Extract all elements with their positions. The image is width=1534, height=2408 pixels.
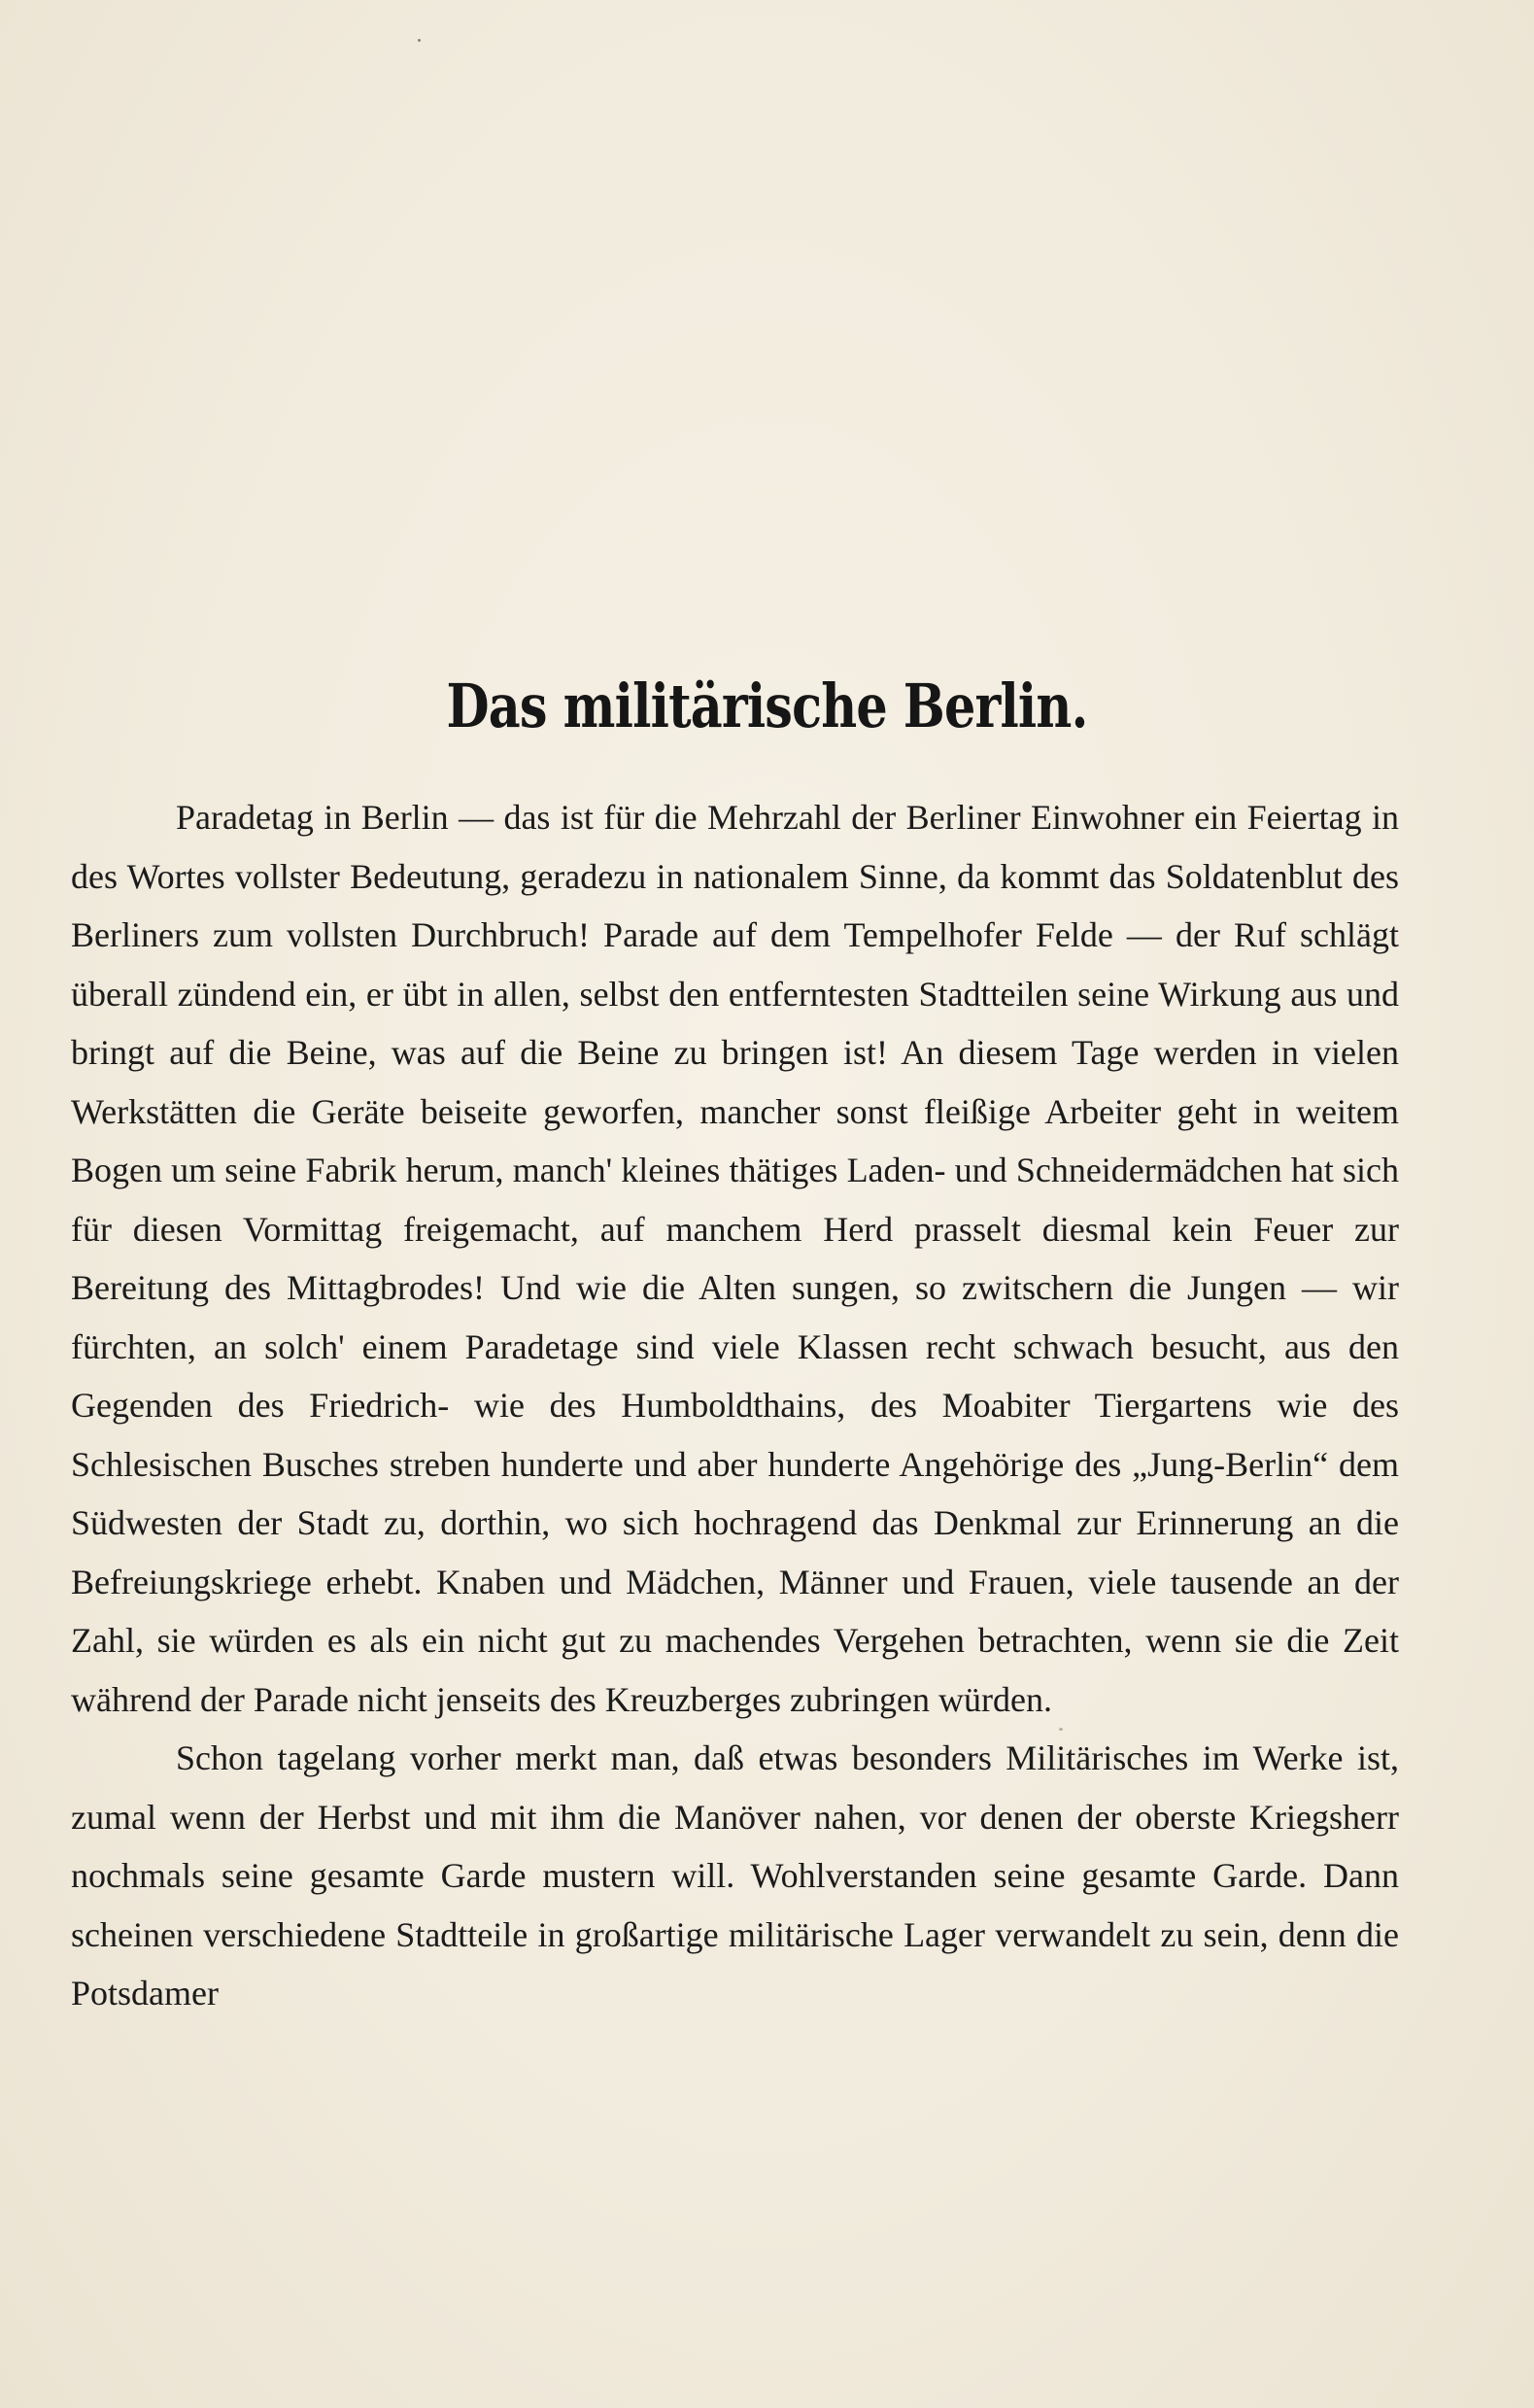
paragraph: Schon tagelang vorher merkt man, daß etwas besonders Militärisches im Werke ist, zumal wenn der Herbst und mit ihm die Manöver nahen, vor denen der oberste Kriegsherr nochmals seine gesamte Garde mustern will. Wohlverstanden seine gesamte Garde. Dann scheinen verschiedene Stadtteile in großartige militärische Lager verwandelt zu sein, denn die Potsdamer xyxy=(71,1738,1399,2012)
body-text xyxy=(71,788,1399,2023)
chapter-title: Das militärische Berlin. xyxy=(446,671,1088,741)
paragraph: Paradetag in Berlin — das ist für die Mehrzahl der Berliner Einwohner ein Feiertag in des Wortes vollster Bedeutung, geradezu in nationalem Sinne, da kommt das Soldatenblut des Berliners zum vollsten Durchbruch! Parade auf dem Tempelhofer Felde — der Ruf schlägt überall zündend ein, er übt in allen, selbst den entferntesten Stadtteilen seine Wirkung aus und bringt auf die Beine, was auf die Beine zu bringen ist! An diesem Tage werden in vielen Werkstätten die Geräte beiseite geworfen, mancher sonst fleißige Arbeiter geht in weitem Bogen um seine Fabrik herum, manch' kleines thätiges Laden- und Schneidermädchen hat sich für diesen Vormittag freigemacht, auf manchem Herd prasselt diesmal kein Feuer zur Bereitung des Mittagbrodes! Und wie die Alten sungen, so zwitschern die Jungen — wir fürchten, an solch' einem Paradetage sind viele Klassen recht schwach besucht, aus den Gegenden des Friedrich- wie des Humboldthains, des Moabiter Tiergartens wie des Schlesischen Busches streben hunderte und aber hunderte Angehörige des „Jung-Berlin“ dem Südwesten der Stadt zu, dorthin, wo sich hochragend das Denkmal zur Erinnerung an die Befreiungskriege erhebt. Knaben und Mädchen, Männer und Frauen, viele tausende an der Zahl, sie würden es als ein nicht gut zu machendes Vergehen betrachten, wenn sie die Zeit während der Parade nicht jenseits des Kreuzberges zubringen würden. xyxy=(71,798,1399,1719)
paper-speck xyxy=(418,39,421,42)
